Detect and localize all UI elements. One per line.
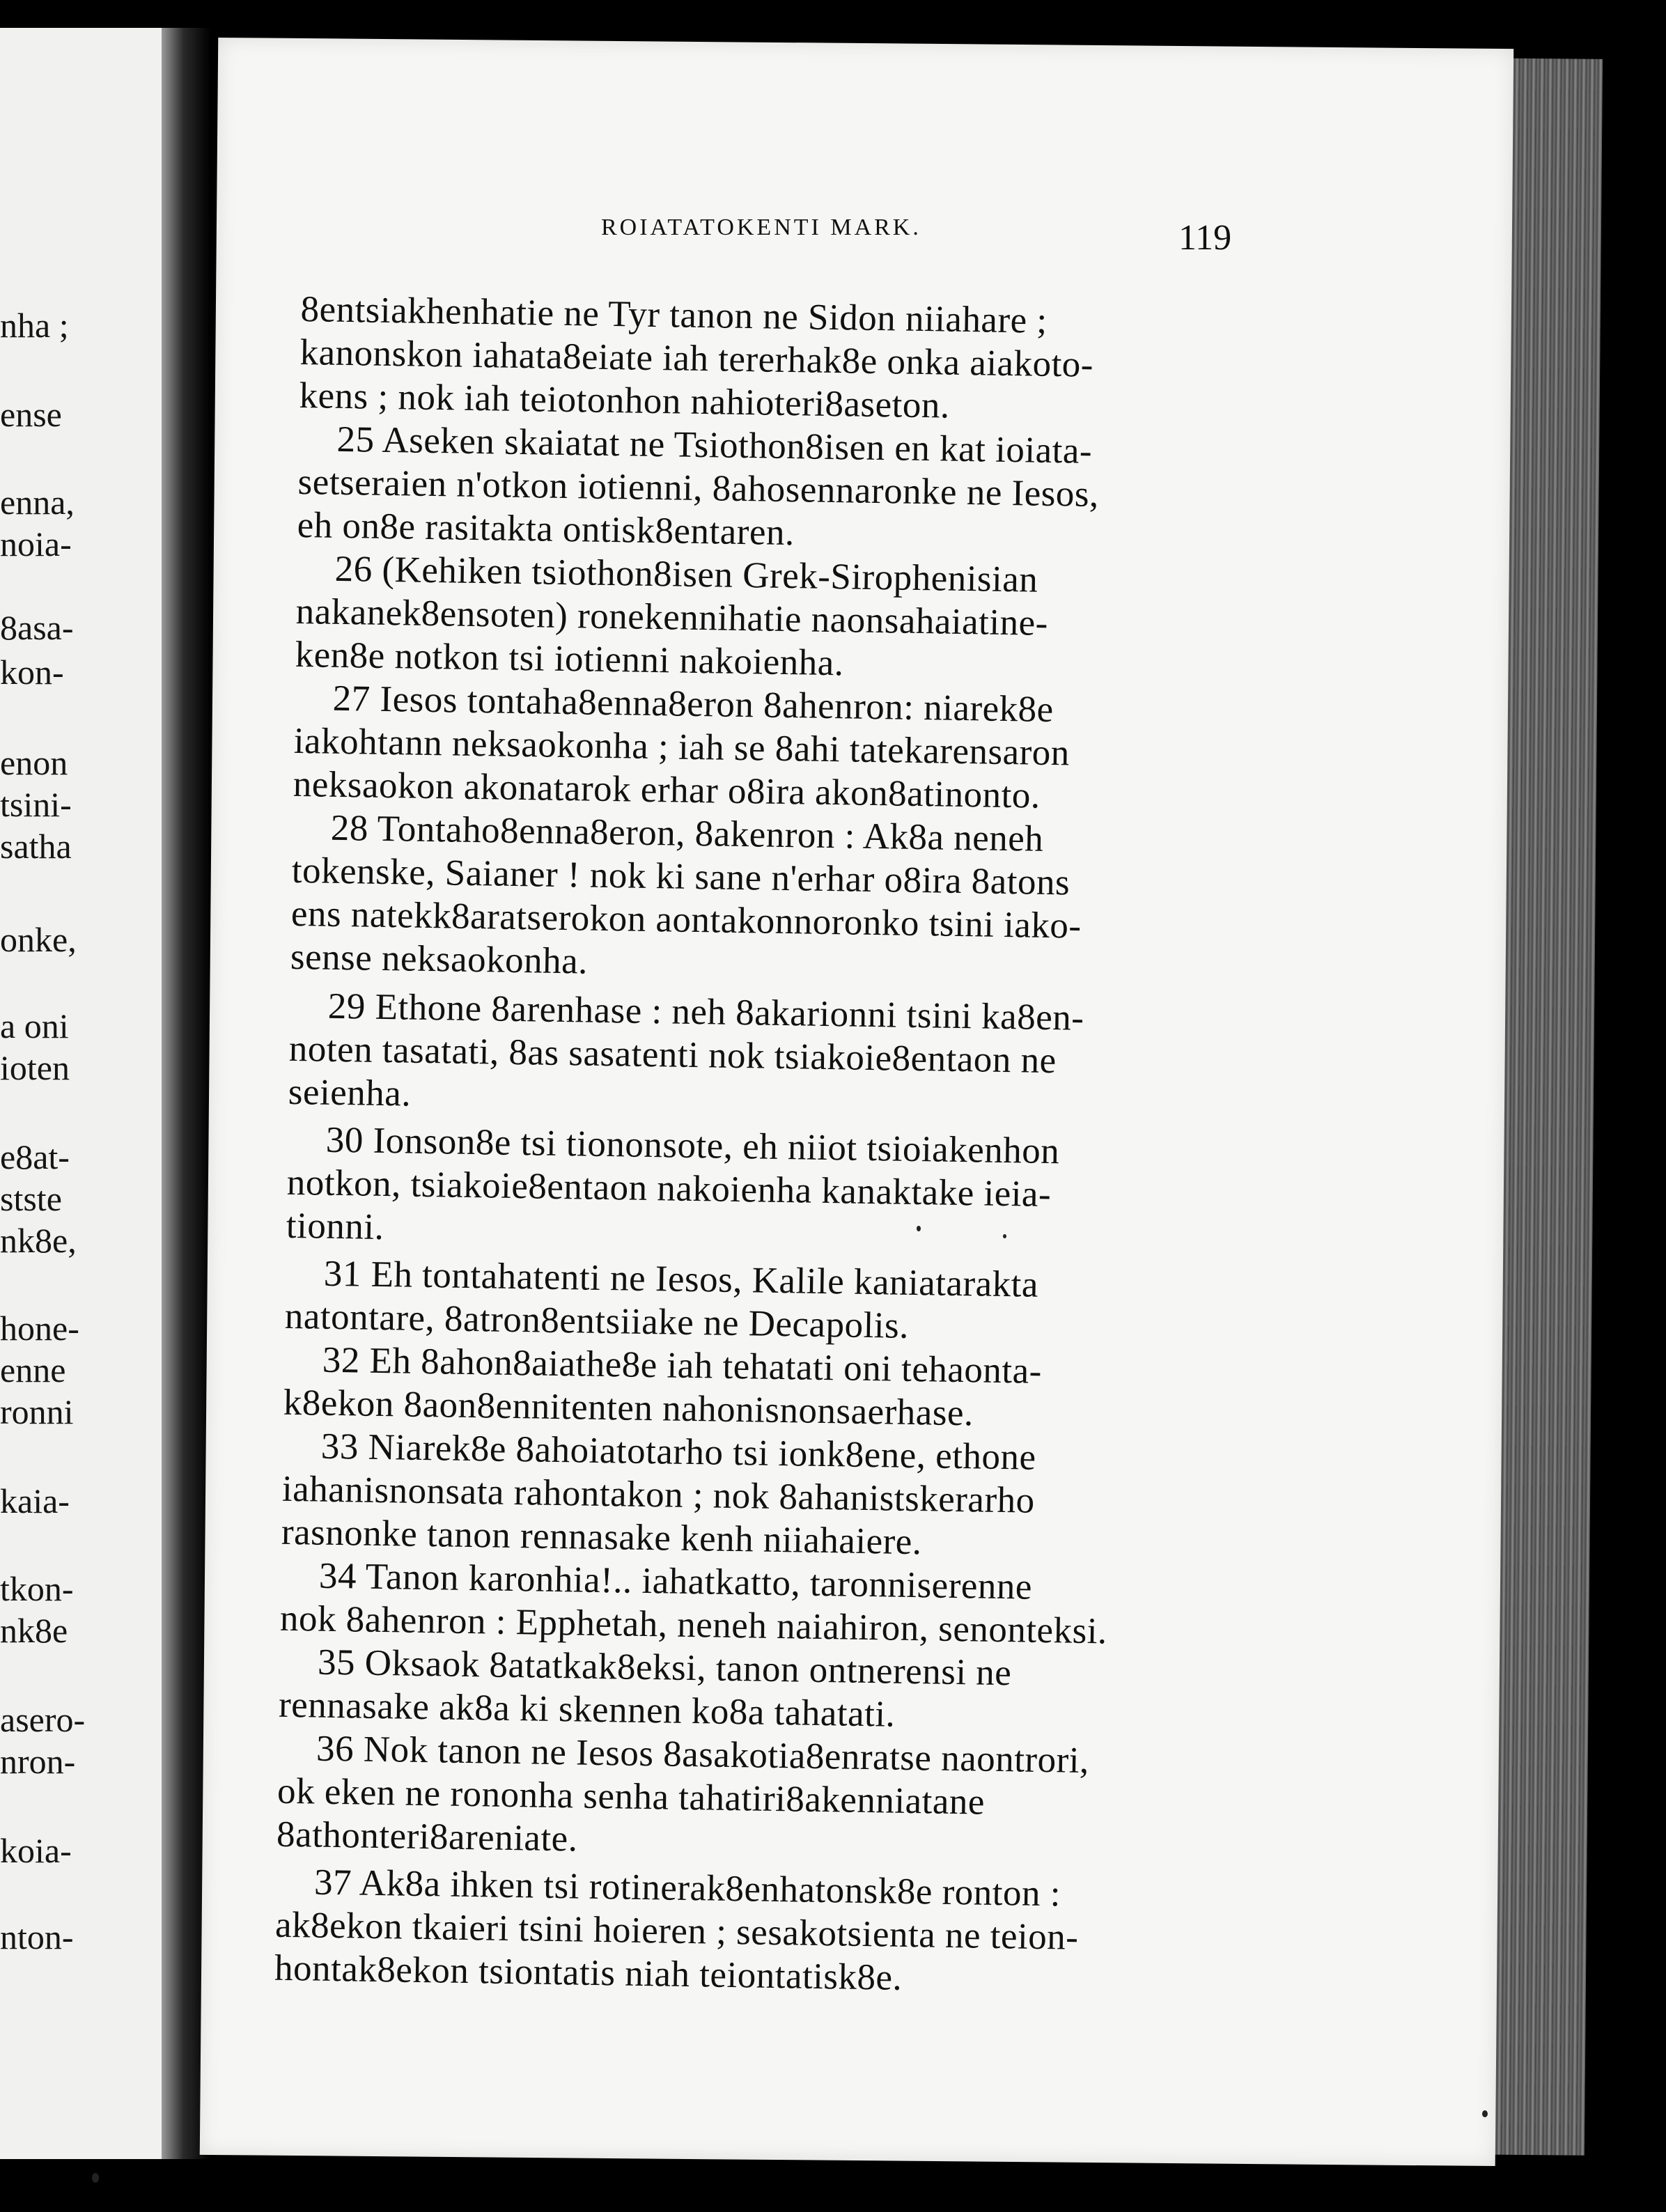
running-title: ROIATATOKENTI MARK.	[601, 215, 921, 240]
text-line: tokenske, Saianer ! nok ki sane n'erhar o8ira 8atons	[291, 850, 1071, 903]
margin-fragment: koia-	[0, 1831, 72, 1870]
text-line: nok 8ahenron : Epphetah, neneh naiahiron, senonteksi.	[279, 1598, 1108, 1652]
text-line: ak8ekon tkaieri tsini hoieren ; sesakotsienta ne teion-	[274, 1904, 1079, 1958]
text-line: 35 Oksaok 8atatkak8eksi, tanon ontnerensi ne	[317, 1642, 1012, 1694]
text-line: nakanek8ensoten) ronekennihatie naonsahaiatine-	[295, 591, 1049, 644]
margin-fragment: noia-	[0, 524, 72, 563]
text-line: iahanisnonsata rahontakon ; nok 8ahanistskerarho	[281, 1468, 1036, 1521]
text-line: seienha.	[288, 1071, 412, 1114]
page-header	[390, 176, 1351, 258]
facing-page	[0, 28, 174, 2159]
text-line: k8ekon 8aon8ennitenten nahonisnonsaerhase.	[283, 1382, 974, 1434]
text-line: ken8e notkon tsi iotienni nakoienha.	[295, 634, 844, 684]
text-line: hontak8ekon tsiontatis niah teiontatisk8e.	[274, 1947, 903, 1998]
text-line: setseraien n'otkon iotienni, 8ahosennaronke ne Iesos,	[297, 461, 1100, 515]
text-line: 25 Aseken skaiatat ne Tsiothon8isen en kat ioiata-	[336, 419, 1093, 472]
text-line: 26 (Kehiken tsiothon8isen Grek-Sirophenisian	[334, 548, 1038, 600]
text-line: rennasake ak8a ki skennen ko8a tahatati.	[278, 1684, 896, 1735]
text-line: 36 Nok tanon ne Iesos 8asakotia8enratse naontrori,	[316, 1728, 1090, 1782]
margin-fragment: enon	[0, 743, 68, 782]
text-line: ens natekk8aratserokon aontakonnoronko tsini iako-	[290, 893, 1082, 947]
text-line: 30 Ionson8e tsi tiononsote, eh niiot tsioiakenhon	[325, 1119, 1060, 1172]
text-line: 27 Iesos tontaha8enna8eron 8ahenron: niarek8e	[332, 678, 1054, 731]
margin-fragment: tsini-	[0, 785, 72, 824]
margin-fragment: ronni	[0, 1392, 74, 1431]
text-line: kanonskon iahata8eiate iah tererhak8e onka aiakoto-	[299, 332, 1094, 385]
margin-fragment: kaia-	[0, 1481, 70, 1520]
margin-fragment: ioten	[0, 1048, 70, 1087]
margin-fragment: enna,	[0, 483, 75, 522]
margin-fragment: satha	[0, 827, 72, 866]
margin-fragment: e8at-	[0, 1137, 70, 1176]
margin-fragment: onke,	[0, 920, 77, 959]
text-line: kens ; nok iah teiotonhon nahioteri8aseton.	[299, 375, 951, 426]
text-line: neksaokon akonatarok erhar o8ira akon8atinonto.	[293, 763, 1041, 816]
margin-fragment: kon-	[0, 653, 64, 692]
text-line: natontare, 8atron8entsiiake ne Decapolis.	[284, 1295, 910, 1346]
text-line: 8athonteri8areniate.	[276, 1814, 578, 1860]
text-line: eh on8e rasitakta ontisk8entaren.	[297, 504, 795, 554]
text-line: ok eken ne rononha senha tahatiri8akenniatane	[277, 1770, 986, 1823]
text-line: 31 Eh tontahatenti ne Iesos, Kalile kaniatarakta	[323, 1253, 1039, 1305]
text-line: sense neksaokonha.	[290, 936, 589, 982]
margin-fragment: ense	[0, 395, 62, 434]
text-line: noten tasatati, 8as sasatenti nok tsiakoie8entaon ne	[288, 1028, 1057, 1082]
margin-fragment: nha ;	[0, 306, 69, 345]
text-line: tionni.	[286, 1205, 384, 1248]
text-line: notkon, tsiakoie8entaon nakoienha kanaktake ieia-	[286, 1162, 1052, 1215]
text-line: 34 Tanon karonhia!.. iahatkatto, taronniserenne	[318, 1555, 1033, 1607]
margin-fragment: hone-	[0, 1309, 79, 1348]
page-number: 119	[1178, 218, 1232, 258]
margin-fragment: a oni	[0, 1006, 69, 1045]
text-line: 28 Tontaho8enna8eron, 8akenron : Ak8a neneh	[330, 807, 1044, 859]
margin-fragment: enne	[0, 1350, 66, 1389]
margin-fragment: nton-	[0, 1917, 74, 1956]
margin-fragment: nk8e	[0, 1611, 68, 1650]
text-line: 37 Ak8a ihken tsi rotinerak8enhatonsk8e ronton :	[313, 1862, 1061, 1915]
margin-fragment: nk8e,	[0, 1221, 77, 1260]
margin-fragment: asero-	[0, 1700, 86, 1739]
text-line: iakohtann neksaokonha ; iah se 8ahi tatekarensaron	[293, 720, 1071, 774]
margin-fragment: nron-	[0, 1742, 76, 1781]
text-line: 33 Niarek8e 8ahoiatotarho tsi ionk8ene, ethone	[320, 1426, 1037, 1478]
text-line: 8entsiakhenhatie ne Tyr tanon ne Sidon niiahare ;	[300, 289, 1048, 341]
margin-fragment: tkon-	[0, 1569, 74, 1608]
text-line: rasnonke tanon rennasake kenh niiahaiere.	[281, 1511, 922, 1563]
margin-fragment: stste	[0, 1179, 62, 1218]
margin-fragment: 8asa-	[0, 608, 74, 647]
text-line: 32 Eh 8ahon8aiathe8e iah tehatati oni tehaonta-	[322, 1339, 1043, 1392]
text-line: 29 Ethone 8arenhase : neh 8akarionni tsini ka8en-	[327, 986, 1084, 1038]
body-text	[272, 291, 1332, 2132]
